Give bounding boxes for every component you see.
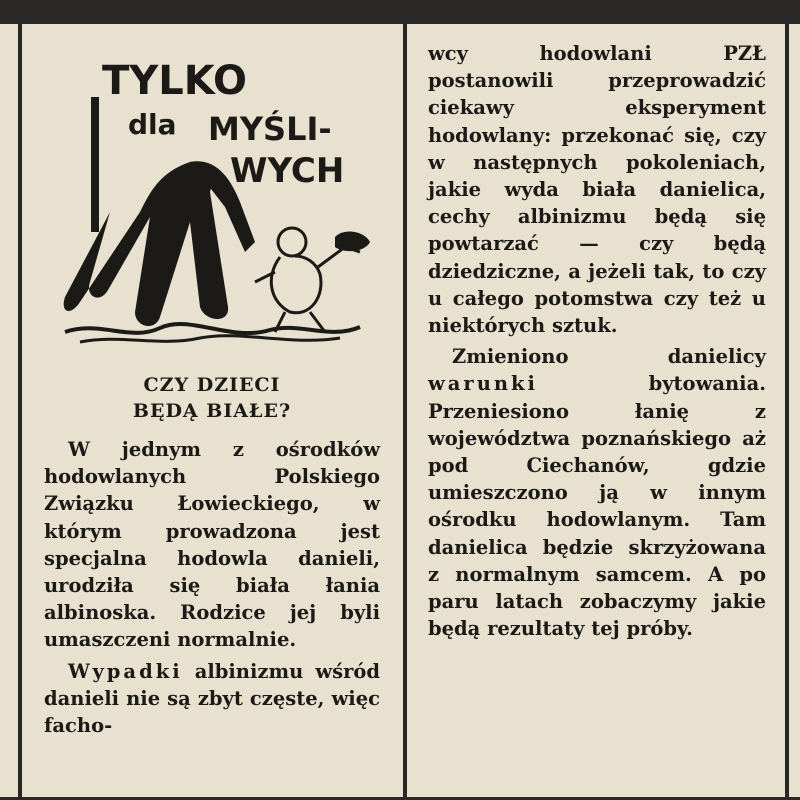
article-headline — [44, 372, 380, 424]
column-rule-right — [785, 24, 789, 800]
article-left-column — [44, 372, 380, 739]
paragraph-3-start: Zmieniono danielicy — [452, 345, 766, 369]
article-paragraph-3 — [428, 343, 766, 642]
logo-text-mysli: MYŚLI- — [208, 110, 332, 148]
column-rule-middle — [403, 24, 407, 800]
top-border — [0, 0, 800, 24]
headline-line-2: BĘDĄ BIAŁE? — [132, 400, 292, 422]
column-rule-left — [18, 24, 22, 800]
article-right-column — [428, 40, 766, 642]
headline-line-1: CZY DZIECI — [143, 374, 281, 396]
paragraph-3-text: bytowania. Przeniesiono łanię z województwa poznańskiego aż pod Ciechanów, gdzie umieszczono ją w innym ośrodku hodowlanym. Tam danielica będzie skrzyżowana z normalnym samcem. A po paru latach zobaczymy jakie będą rezultaty tej próby. — [428, 372, 766, 641]
ground-scribble — [65, 324, 360, 333]
paragraph-2-text: albinizmu wśród danieli nie są zbyt częste, więc facho- — [44, 659, 380, 738]
spaced-word: Wypadki — [68, 659, 183, 683]
article-paragraph-2 — [44, 658, 380, 740]
logo-text-tylko: TYLKO — [102, 58, 247, 104]
hunter-silhouette-icon — [64, 162, 228, 326]
article-paragraph-1: W jednym z ośrodków hodowlanych Polskiego Związku Łowieckiego, w którym prowadzona jest specjalna hodowla danieli, urodziła się biała łania albinoska. Rodzice jej byli umaszczeni normalnie. — [44, 438, 380, 652]
article-paragraph-2-continued: wcy hodowlani PZŁ postanowili przeprowadzić ciekawy eksperyment hodowlany: przekonać się, czy w następnych pokoleniach, jakie wyda biała danielica, cechy albinizmu będą się powtarzać — czy będą dziedziczne, a jeżeli tak, to czy u całego potomstwa czy też u niektórych sztuk. — [428, 42, 766, 338]
column-logo-illustration — [40, 42, 380, 357]
spaced-word: warunki — [428, 372, 538, 396]
logo-text-dla: dla — [128, 108, 177, 141]
logo-text-wych: WYCH — [230, 151, 345, 191]
